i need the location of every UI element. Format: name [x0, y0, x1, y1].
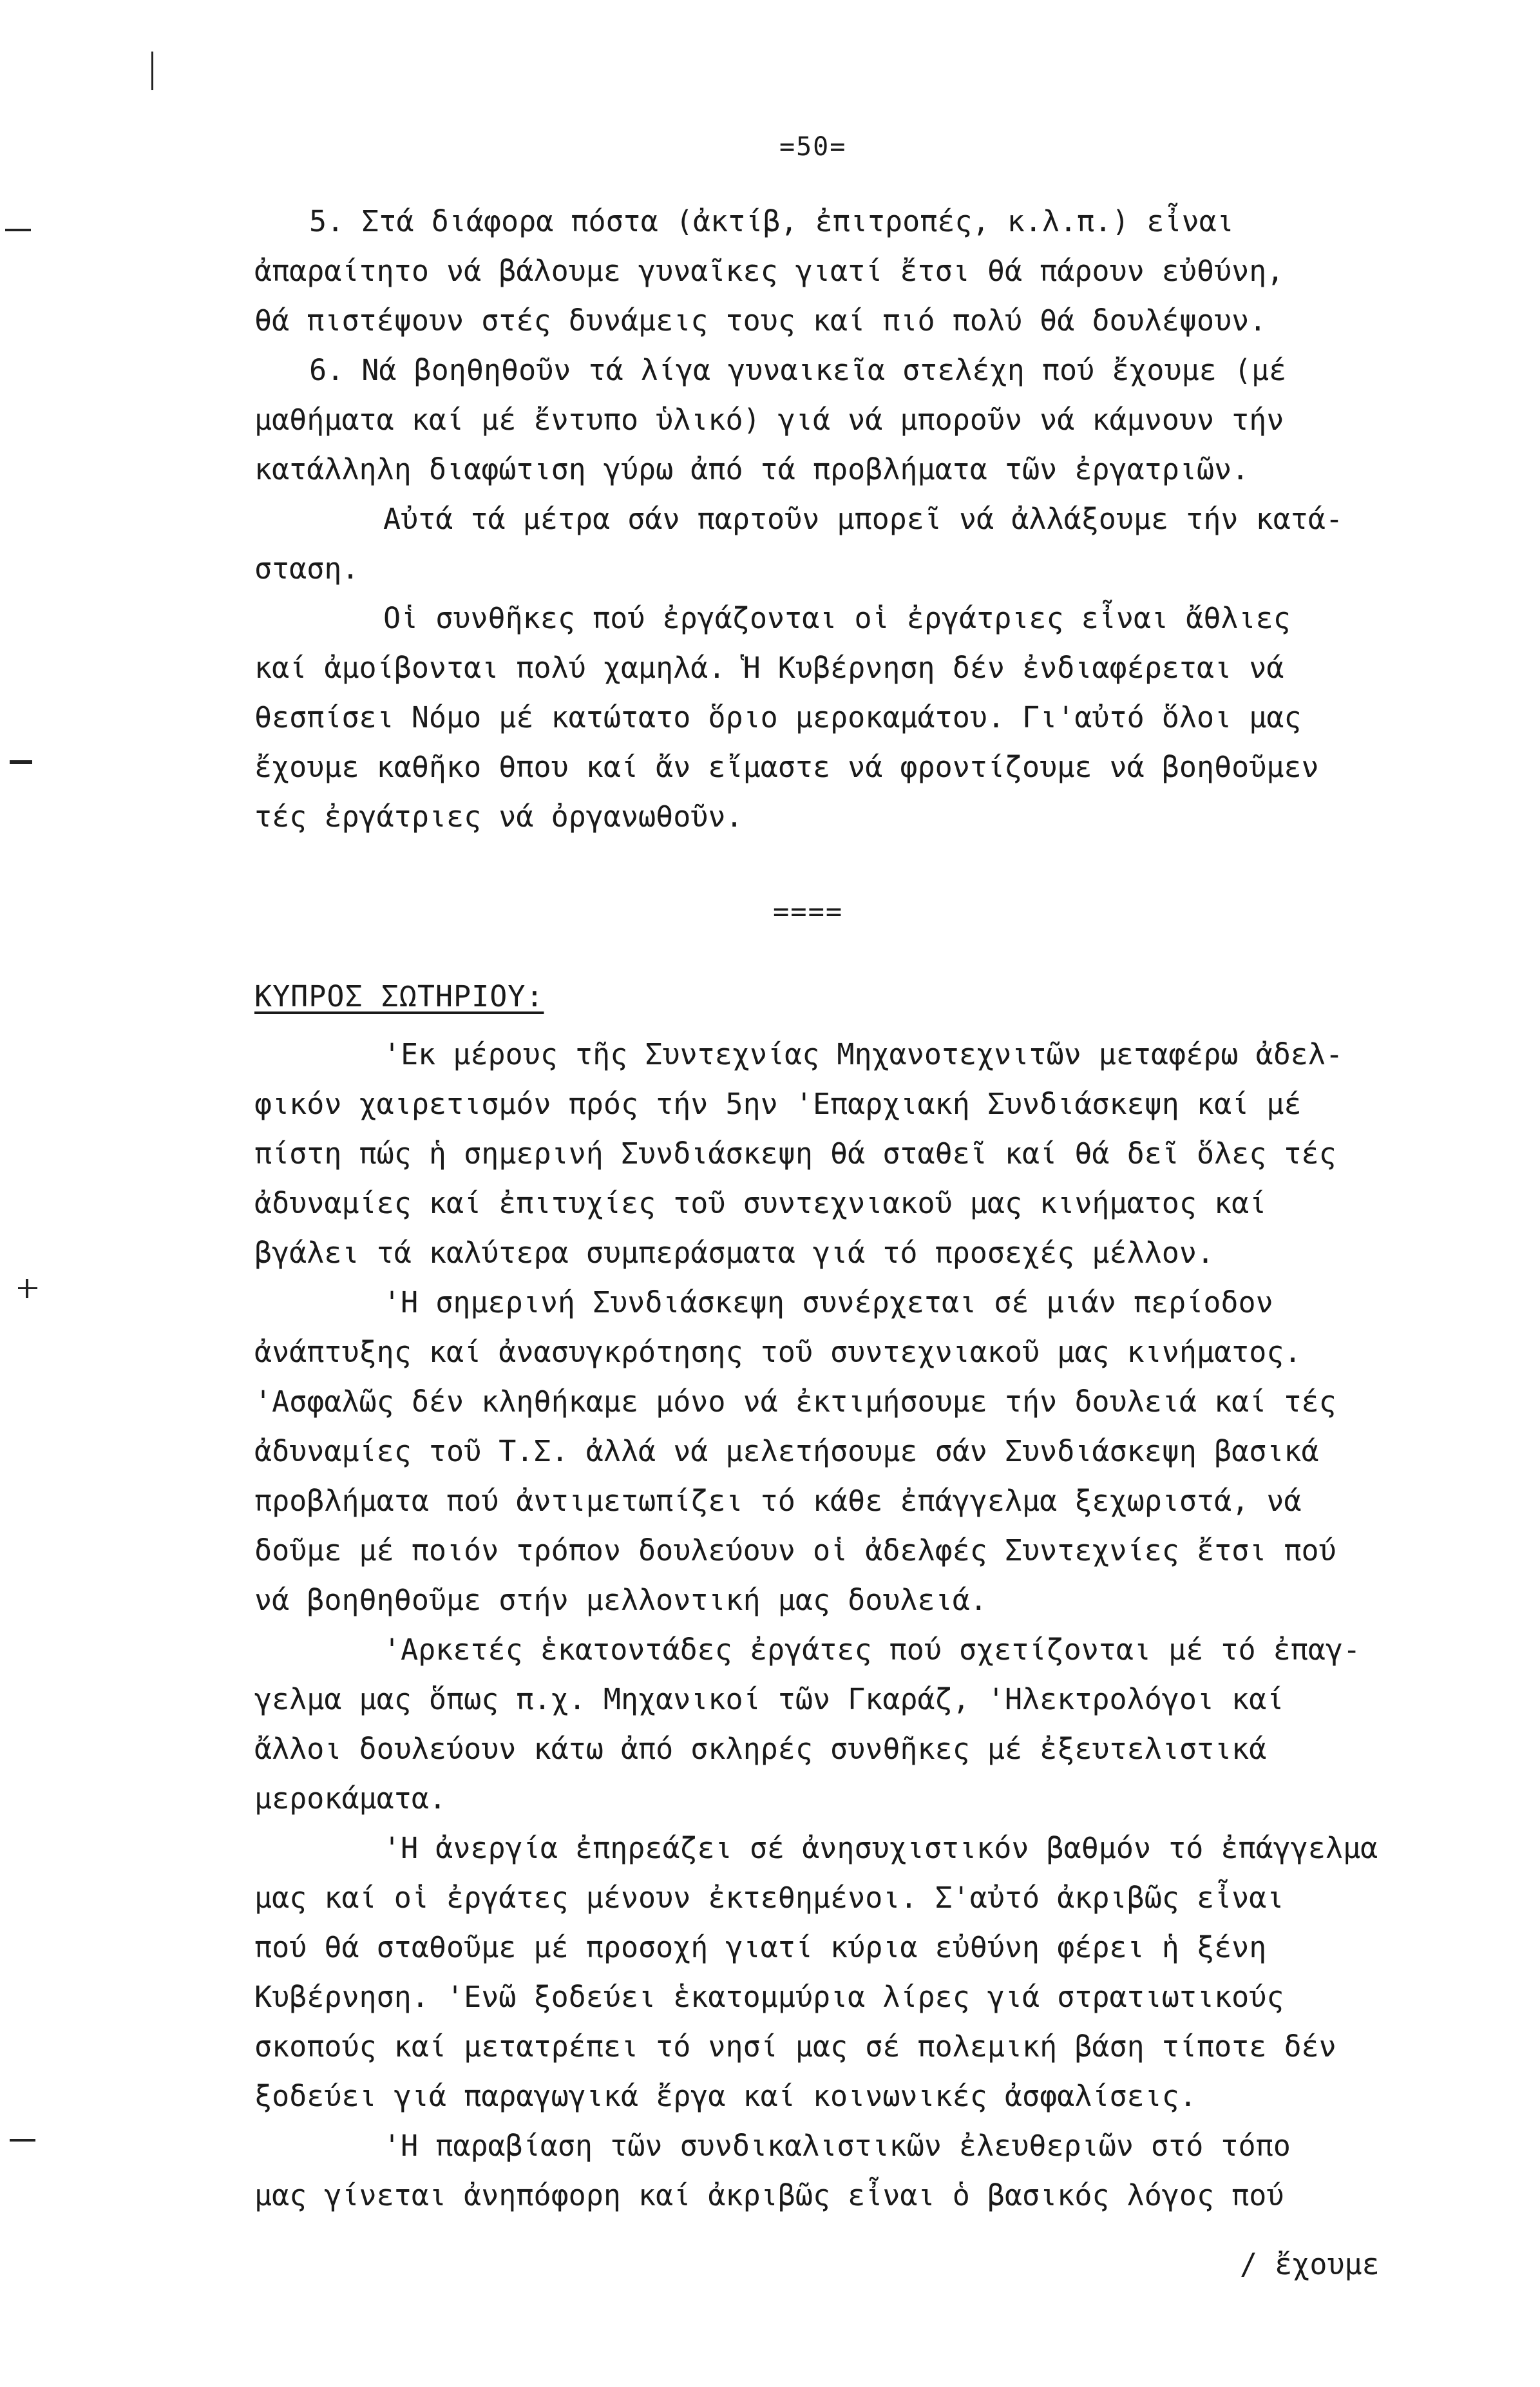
text-line: ἀνάπτυξης καί ἀνασυγκρότησης τοῦ συντεχνιακοῦ μας κινήματος. — [254, 1335, 1302, 1369]
text-line: σταση. — [254, 551, 359, 586]
text-line: Αὐτά τά μέτρα σάν παρτοῦν μπορεῖ νά ἀλλάξουμε τήν κατά- — [383, 502, 1344, 536]
text-line: ἔχουμε καθῆκο θπου καί ἄν εἴμαστε νά φροντίζουμε νά βοηθοῦμεν — [254, 750, 1319, 784]
text-line: μαθήματα καί μέ ἔντυπο ὑλικό) γιά νά μποροῦν νά κάμνουν τήν — [254, 403, 1284, 437]
text-line: 'Η ἀνεργία ἐπηρεάζει σέ ἀνησυχιστικόν βαθμόν τό ἐπάγγελμα — [383, 1831, 1378, 1865]
text-line: 'Αρκετές ἑκατοντάδες ἐργάτες πού σχετίζονται μέ τό ἐπαγ- — [383, 1633, 1361, 1667]
text-line: ξοδεύει γιά παραγωγικά ἔργα καί κοινωνικές ἀσφαλίσεις. — [254, 2079, 1197, 2113]
text-line: πίστη πώς ἡ σημερινή Συνδιάσκεψη θά σταθεῖ καί θά δεῖ ὅλες τές — [254, 1136, 1336, 1171]
section-separator: ==== — [773, 896, 844, 927]
speaker-heading: ΚΥΠΡΟΣ ΣΩΤΗΡΙΟΥ: — [254, 979, 544, 1013]
text-line: μεροκάματα. — [254, 1781, 447, 1816]
margin-mark — [10, 2139, 35, 2142]
text-line: Οἱ συνθῆκες πού ἐργάζονται οἱ ἐργάτριες εἶναι ἄθλιες — [383, 601, 1291, 635]
text-line: κατάλληλη διαφώτιση γύρω ἀπό τά προβλήματα τῶν ἐργατριῶν. — [254, 452, 1250, 486]
text-line: θά πιστέψουν στές δυνάμεις τους καί πιό πολύ θά δουλέψουν. — [254, 303, 1267, 338]
text-line: φικόν χαιρετισμόν πρός τήν 5ην 'Επαρχιακή Συνδιάσκεψη καί μέ — [254, 1087, 1302, 1121]
section-two — [254, 1030, 1491, 2220]
text-line: 'Εκ μέρους τῆς Συντεχνίας Μηχανοτεχνιτῶν μεταφέρω ἀδελ- — [383, 1037, 1344, 1071]
text-line: ἀδυναμίες τοῦ Τ.Σ. ἀλλά νά μελετήσουμε σάν Συνδιάσκεψη βασικά — [254, 1434, 1319, 1468]
text-line: μας γίνεται ἀνηπόφορη καί ἀκριβῶς εἶναι ὁ βασικός λόγος πού — [254, 2178, 1284, 2212]
text-line: καί ἀμοίβονται πολύ χαμηλά. Ἡ Κυβέρνηση δέν ἐνδιαφέρεται νά — [254, 651, 1284, 685]
page-number: =50= — [779, 132, 847, 162]
margin-mark — [18, 1287, 37, 1289]
text-line: προβλήματα πού ἀντιμετωπίζει τό κάθε ἐπάγγελμα ξεχωριστά, νά — [254, 1484, 1302, 1518]
text-line: γελμα μας ὅπως π.χ. Μηχανικοί τῶν Γκαράζ, 'Ηλεκτρολόγοι καί — [254, 1682, 1284, 1716]
text-line: 'Ασφαλῶς δέν κληθήκαμε μόνο νά ἐκτιμήσουμε τήν δουλειά καί τές — [254, 1385, 1336, 1419]
margin-mark — [151, 52, 153, 90]
text-line: σκοπούς καί μετατρέπει τό νησί μας σέ πολεμική βάση τίποτε δέν — [254, 2029, 1336, 2064]
text-line: ἄλλοι δουλεύουν κάτω ἀπό σκληρές συνθῆκες μέ ἐξευτελιστικά — [254, 1732, 1267, 1766]
text-line: 'Η παραβίαση τῶν συνδικαλιστικῶν ἐλευθεριῶν στό τόπο — [383, 2129, 1291, 2163]
text-line: ἀδυναμίες καί ἐπιτυχίες τοῦ συντεχνιακοῦ μας κινήματος καί — [254, 1186, 1267, 1220]
text-line: βγάλει τά καλύτερα συμπεράσματα γιά τό προσεχές μέλλον. — [254, 1236, 1215, 1270]
text-line: θεσπίσει Νόμο μέ κατώτατο ὅριο μεροκαμάτου. Γι'αὐτό ὅλοι μας — [254, 700, 1302, 734]
section-one — [254, 197, 1491, 841]
text-line: ἀπαραίτητο νά βάλουμε γυναῖκες γιατί ἔτσι θά πάρουν εὐθύνη, — [254, 254, 1284, 288]
margin-mark — [5, 229, 31, 231]
text-line: μας καί οἱ ἐργάτες μένουν ἐκτεθημένοι. Σ'αὐτό ἀκριβῶς εἶναι — [254, 1881, 1284, 1915]
text-line: 5. Στά διάφορα πόστα (ἀκτίβ, ἐπιτροπές, κ.λ.π.) εἶναι — [309, 204, 1234, 238]
text-line: τές ἐργάτριες νά ὀργανωθοῦν. — [254, 800, 743, 834]
text-line: δοῦμε μέ ποιόν τρόπον δουλεύουν οἱ ἀδελφές Συντεχνίες ἔτσι πού — [254, 1533, 1336, 1567]
continuation-word: / ἔχουμε — [1240, 2247, 1380, 2281]
margin-mark — [10, 760, 32, 764]
text-line: 6. Νά βοηθηθοῦν τά λίγα γυναικεῖα στελέχη πού ἔχουμε (μέ — [309, 353, 1287, 387]
text-line: πού θά σταθοῦμε μέ προσοχή γιατί κύρια εὐθύνη φέρει ἡ ξένη — [254, 1930, 1267, 1964]
text-line: Κυβέρνηση. 'Ενῶ ξοδεύει ἑκατομμύρια λίρες γιά στρατιωτικούς — [254, 1980, 1284, 2014]
text-line: νά βοηθηθοῦμε στήν μελλοντική μας δουλειά. — [254, 1583, 987, 1617]
text-line: 'Η σημερινή Συνδιάσκεψη συνέρχεται σέ μιάν περίοδον — [383, 1285, 1273, 1319]
